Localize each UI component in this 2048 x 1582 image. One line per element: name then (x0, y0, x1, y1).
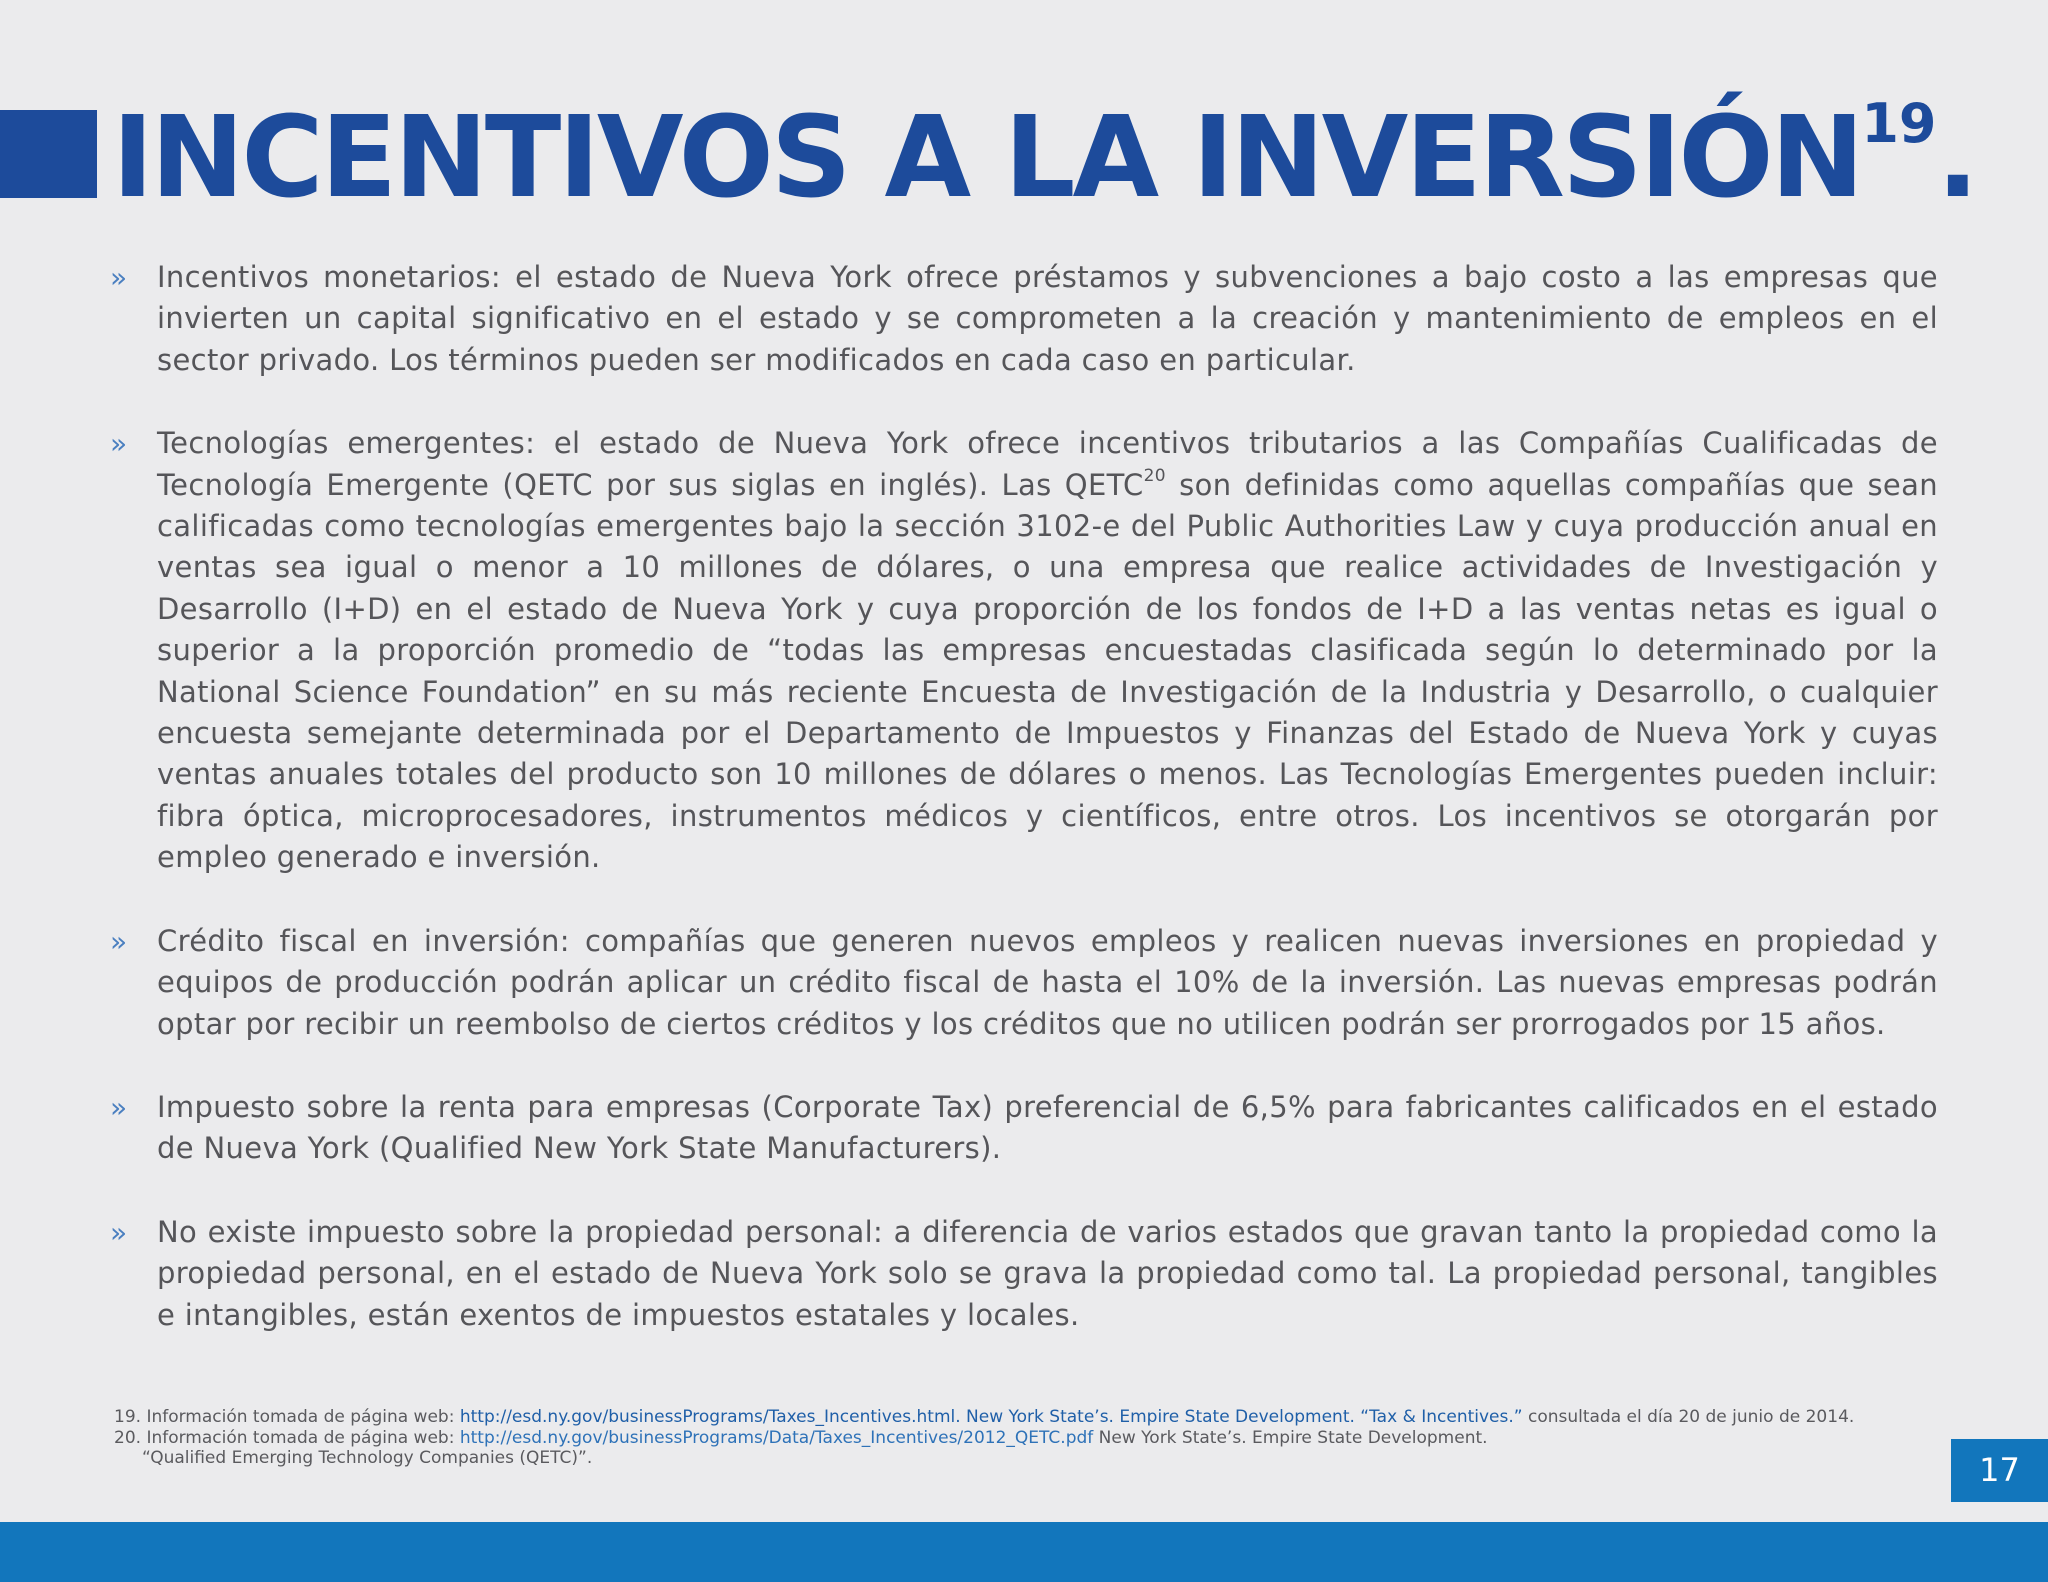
footnote-20-continuation: “Qualified Emerging Technology Companies (QETC)”. (142, 1448, 593, 1468)
list-item-text: Impuesto sobre la renta para empresas (Corporate Tax) preferencial de 6,5% para fabricantes calificados en el estado de Nueva York (Qualified New York State Manufacturers). (157, 1089, 1938, 1166)
footer-bar (0, 1522, 2048, 1582)
footnote-ref-20[interactable]: 20 (1143, 465, 1166, 486)
title-accent-block (0, 110, 97, 198)
list-item-propiedad-personal (108, 1212, 1938, 1336)
list-item-text (157, 423, 1938, 878)
footnote-19 (114, 1407, 1914, 1428)
footnote-suffix: New York State’s. Empire State Development. (1093, 1427, 1488, 1448)
page-title-text: INCENTIVOS A LA INVERSIÓN (112, 93, 1862, 223)
footnote-prefix: 20. Información tomada de página web: (114, 1427, 460, 1448)
bullet-marker: » (110, 1090, 128, 1124)
page-number: 17 (1951, 1439, 2048, 1502)
footnote-link[interactable]: http://esd.ny.gov/businessPrograms/Data/Taxes_Incentives/2012_QETC.pdf (459, 1427, 1094, 1448)
bullet-marker: » (110, 261, 128, 294)
list-item-text: Crédito fiscal en inversión: compañías que generen nuevos empleos y realicen nuevas inversiones en propiedad y equipos de producción podrán aplicar un crédito fiscal de hasta el 10% de la inversión. Las nuevas empresas podrán optar por recibir un reembolso de ciertos créditos y los créditos que no utilicen podrán ser prorrogados por 15 años. (157, 923, 1938, 1041)
list-item-credito-fiscal (108, 921, 1938, 1045)
list-item-impuesto-renta (108, 1087, 1938, 1170)
list-item-text-before: Tecnologías emergentes: el estado de Nueva York ofrece incentivos tributarios a las Compañías Cualificadas de Tecnología Emergente (QETC por sus siglas en inglés). Las QETC (157, 426, 1938, 502)
list-item-text-after: son definidas como aquellas compañías que sean calificadas como tecnologías emergentes bajo la sección 3102-e del Public Authorities Law y cuya producción anual en ventas sea igual o menor a 10 millones de dólares, o una empresa que realice actividades de Investigación y Desarrollo (I+D) en el estado de Nueva York y cuya proporción de los fondos de I+D a las ventas netas es igual o superior a la proporción promedio de “todas las empresas encuestadas clasificada según lo determinado por la National Science Foundation” en su más reciente Encuesta de Investigación de la Industria y Desarrollo, o cualquier encuesta semejante determinada por el Departamento de Impuestos y Finanzas del Estado de Nueva York y cuyas ventas anuales totales del producto son 10 millones de dólares o menos. Las Tecnologías Emergentes pueden incluir: fibra óptica, microprocesadores, instrumentos médicos y científicos, entre otros. Los incentivos se otorgarán por empleo generado e inversión. (157, 467, 1938, 875)
list-item-incentivos-monetarios (108, 257, 1938, 381)
title-footnote-ref[interactable]: 19 (1861, 92, 1937, 155)
bullet-marker: » (110, 427, 128, 461)
page-title (112, 88, 1976, 228)
list-item-tecnologias-emergentes (108, 423, 1938, 878)
footnote-link[interactable]: http://esd.ny.gov/businessPrograms/Taxes_Incentives.html. New York State’s. Empire State Development. “Tax & Incentives.” (459, 1407, 1523, 1427)
footnote-prefix: 19. Información tomada de página web: (114, 1407, 460, 1427)
bullet-marker: » (110, 924, 128, 958)
title-period: . (1936, 93, 1977, 223)
list-item-text: No existe impuesto sobre la propiedad personal: a diferencia de varios estados que gravan tanto la propiedad como la propiedad personal, en el estado de Nueva York solo se grava la propiedad como tal. La propiedad personal, tangibles e intangibles, están exentos de impuestos estatales y locales. (157, 1214, 1938, 1332)
bullet-marker: » (110, 1215, 128, 1249)
footnote-20 (114, 1428, 1914, 1449)
list-item-text: Incentivos monetarios: el estado de Nueva York ofrece préstamos y subvenciones a bajo costo a las empresas que invierten un capital significativo en el estado y se comprometen a la creación y mantenimiento de empleos en el sector privado. Los términos pueden ser modificados en cada caso en particular. (157, 260, 1938, 377)
footnote-suffix: consultada el día 20 de junio de 2014. (1522, 1407, 1855, 1427)
incentives-list (108, 257, 1938, 1378)
footnotes (114, 1407, 1914, 1469)
